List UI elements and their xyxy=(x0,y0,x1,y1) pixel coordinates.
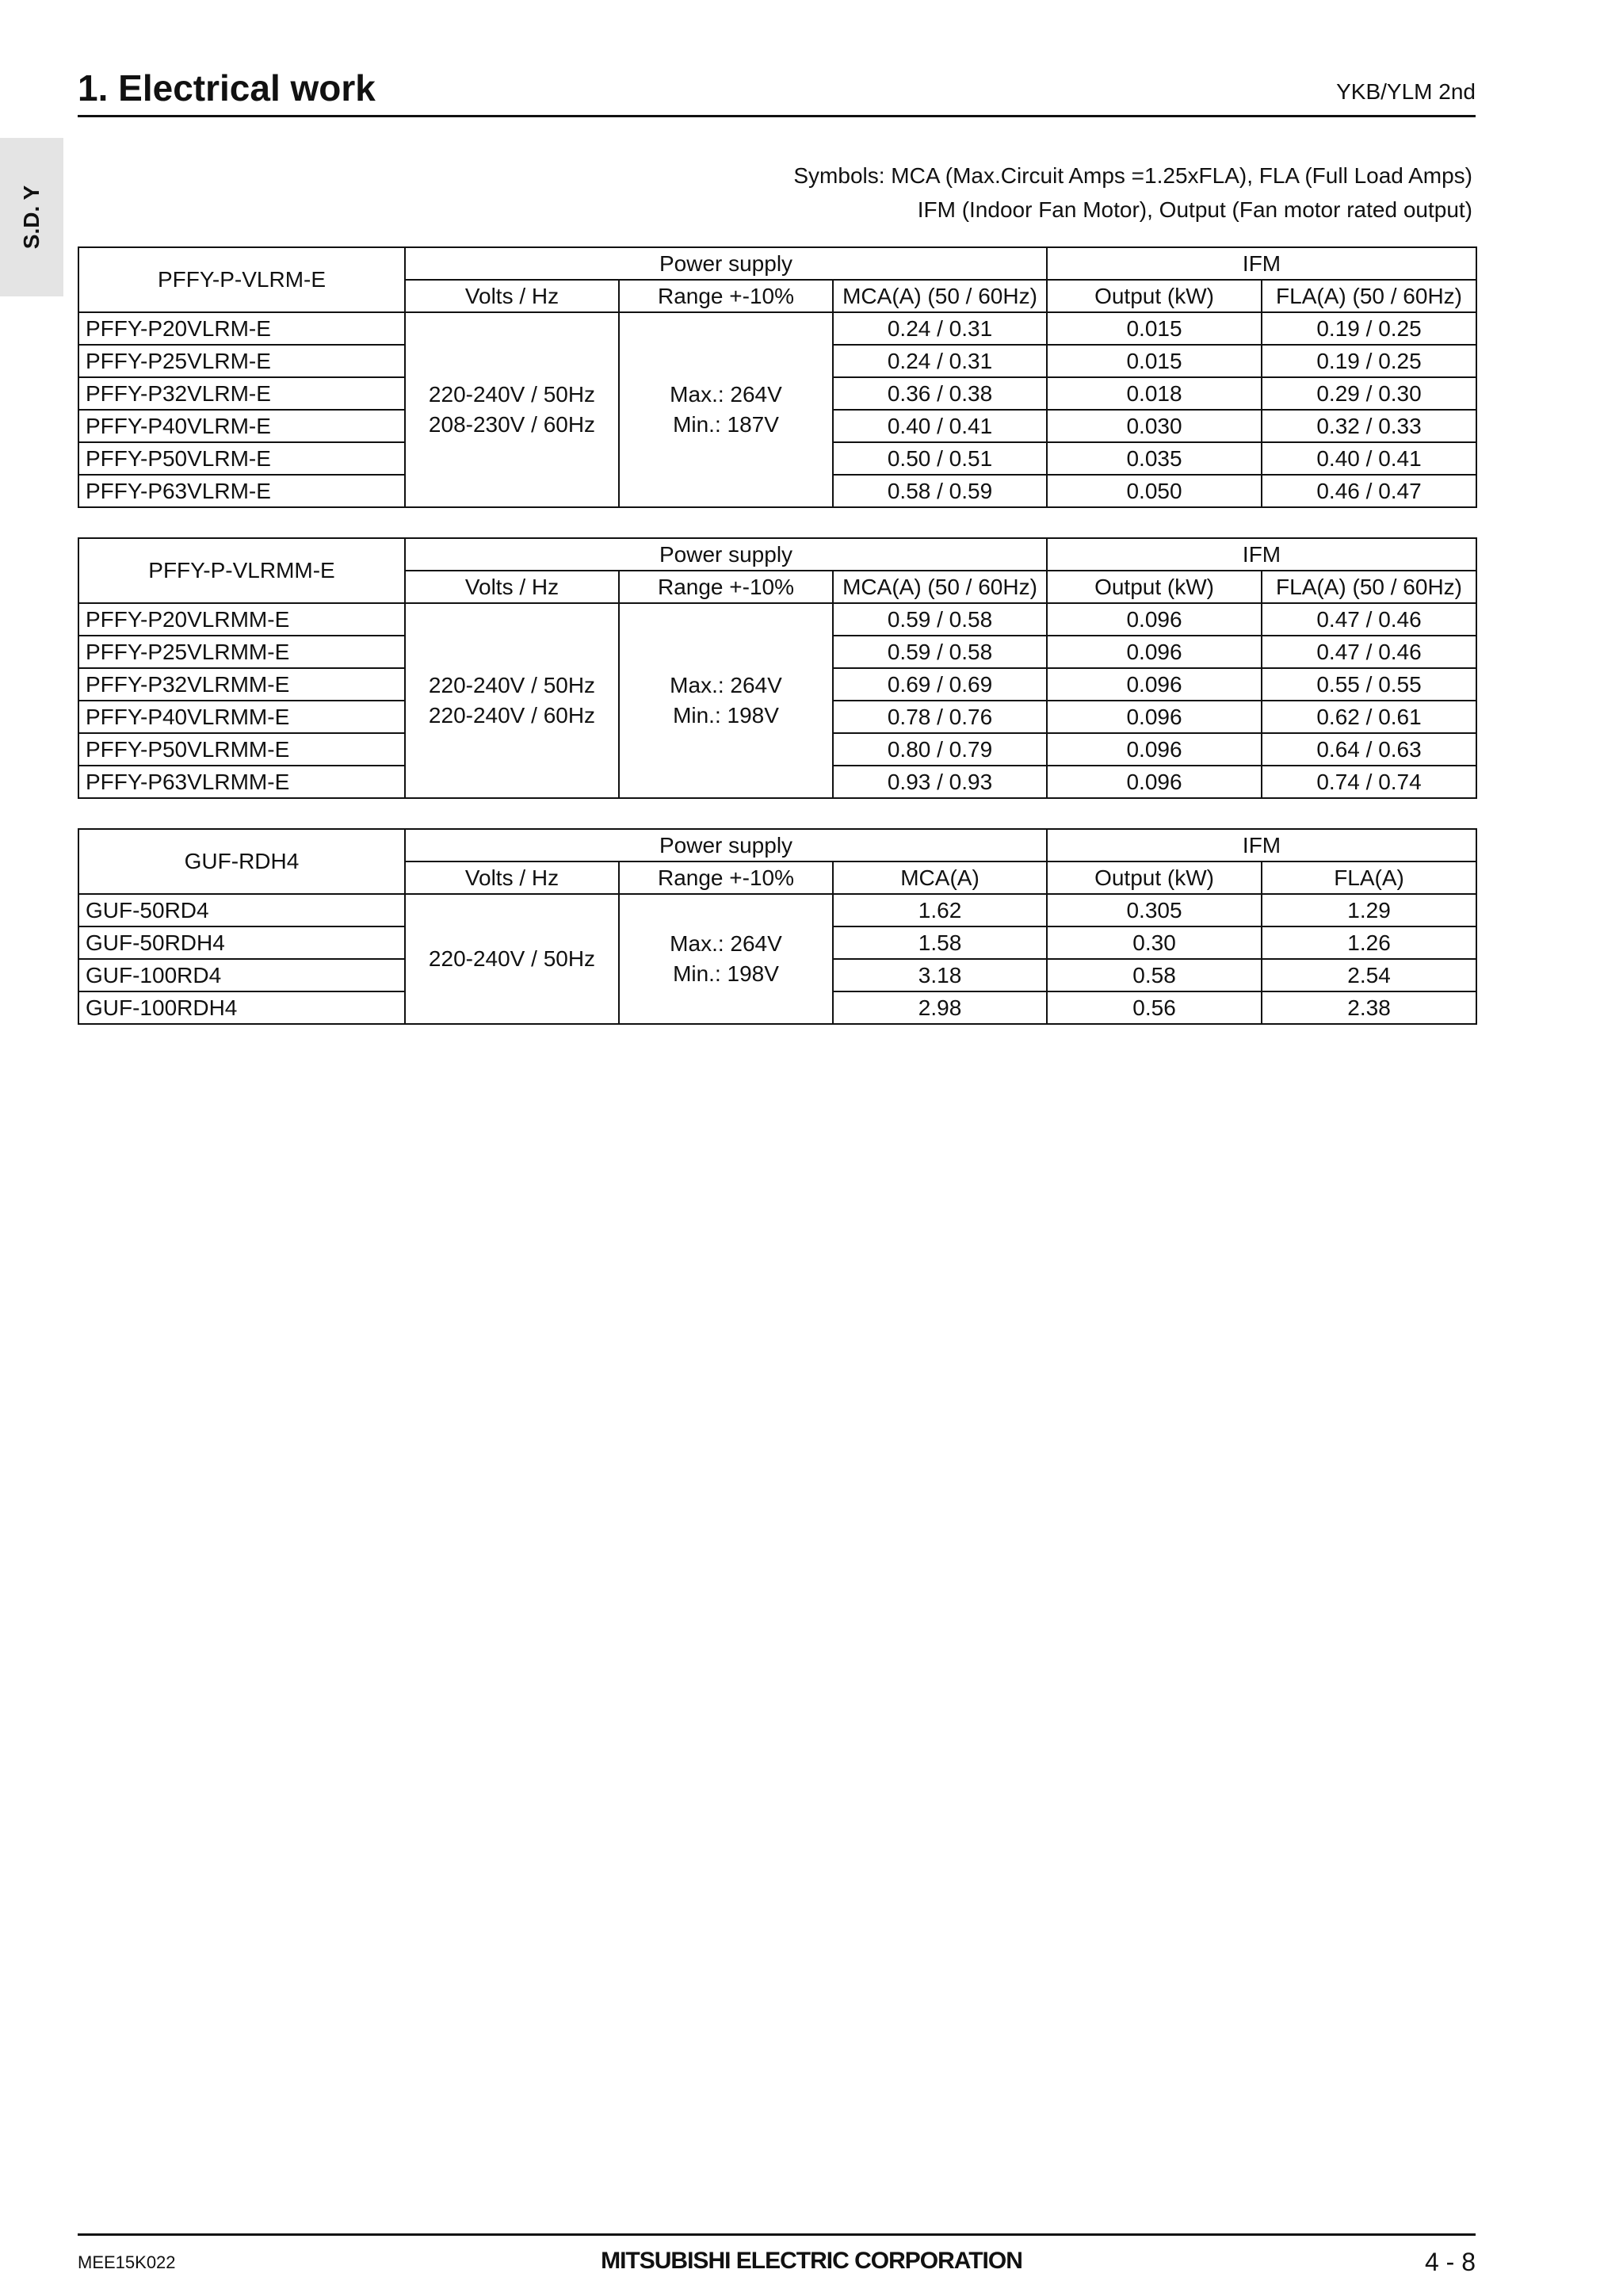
fla-cell: 0.55 / 0.55 xyxy=(1262,668,1476,701)
fla-header: FLA(A) (50 / 60Hz) xyxy=(1262,280,1476,312)
output-cell: 0.015 xyxy=(1047,345,1262,377)
model-cell: PFFY-P50VLRM-E xyxy=(78,442,405,475)
output-cell: 0.035 xyxy=(1047,442,1262,475)
fla-cell: 1.29 xyxy=(1262,894,1476,926)
fla-header: FLA(A) (50 / 60Hz) xyxy=(1262,571,1476,603)
range-cell xyxy=(619,603,833,798)
mca-cell: 0.24 / 0.31 xyxy=(833,312,1047,345)
header-divider xyxy=(78,115,1476,117)
symbols-line-1: Symbols: MCA (Max.Circuit Amps =1.25xFLA), FLA (Full Load Amps) xyxy=(793,163,1472,188)
ifm-header: IFM xyxy=(1047,247,1476,280)
fla-cell: 0.64 / 0.63 xyxy=(1262,733,1476,766)
output-header: Output (kW) xyxy=(1047,861,1262,894)
model-cell: PFFY-P20VLRM-E xyxy=(78,312,405,345)
ifm-header: IFM xyxy=(1047,538,1476,571)
range-min: Min.: 187V xyxy=(673,412,779,437)
mca-cell: 0.40 / 0.41 xyxy=(833,410,1047,442)
spec-table-pffy-vlrm xyxy=(78,246,1477,508)
fla-cell: 2.54 xyxy=(1262,959,1476,991)
range-header: Range +-10% xyxy=(619,861,833,894)
mca-cell: 0.24 / 0.31 xyxy=(833,345,1047,377)
model-cell: GUF-50RD4 xyxy=(78,894,405,926)
output-cell: 0.305 xyxy=(1047,894,1262,926)
side-tab-label: S.D. Y xyxy=(19,185,44,250)
output-cell: 0.096 xyxy=(1047,701,1262,733)
volts-line: 220-240V / 50Hz xyxy=(428,946,596,971)
model-group-header: PFFY-P-VLRM-E xyxy=(78,247,405,312)
mca-cell: 0.59 / 0.58 xyxy=(833,603,1047,636)
spec-table-pffy-vlrmm xyxy=(78,537,1477,799)
volts-line: 208-230V / 60Hz xyxy=(428,412,596,437)
mca-cell: 1.58 xyxy=(833,926,1047,959)
power-supply-header: Power supply xyxy=(405,538,1047,571)
volts-line: 220-240V / 60Hz xyxy=(428,703,596,728)
page-number: 4 - 8 xyxy=(1424,2248,1476,2276)
model-cell: PFFY-P63VLRM-E xyxy=(78,475,405,507)
range-header: Range +-10% xyxy=(619,280,833,312)
volts-line: 220-240V / 50Hz xyxy=(428,673,596,697)
model-cell: PFFY-P50VLRMM-E xyxy=(78,733,405,766)
model-cell: PFFY-P25VLRMM-E xyxy=(78,636,405,668)
footer-doc-number: MEE15K022 xyxy=(78,2252,176,2272)
model-cell: PFFY-P25VLRM-E xyxy=(78,345,405,377)
model-cell: PFFY-P32VLRMM-E xyxy=(78,668,405,701)
mca-cell: 0.69 / 0.69 xyxy=(833,668,1047,701)
document-code: YKB/YLM 2nd xyxy=(1336,79,1476,104)
output-cell: 0.096 xyxy=(1047,636,1262,668)
table-row xyxy=(78,603,1476,636)
mca-cell: 0.93 / 0.93 xyxy=(833,766,1047,798)
table-row xyxy=(78,894,1476,926)
output-cell: 0.30 xyxy=(1047,926,1262,959)
fla-cell: 0.47 / 0.46 xyxy=(1262,636,1476,668)
range-cell xyxy=(619,312,833,507)
volts-cell xyxy=(405,312,619,507)
fla-cell: 0.40 / 0.41 xyxy=(1262,442,1476,475)
fla-cell: 0.74 / 0.74 xyxy=(1262,766,1476,798)
output-cell: 0.58 xyxy=(1047,959,1262,991)
model-group-header: PFFY-P-VLRMM-E xyxy=(78,538,405,603)
fla-header: FLA(A) xyxy=(1262,861,1476,894)
output-cell: 0.096 xyxy=(1047,766,1262,798)
fla-cell: 0.19 / 0.25 xyxy=(1262,345,1476,377)
range-header: Range +-10% xyxy=(619,571,833,603)
fla-cell: 0.46 / 0.47 xyxy=(1262,475,1476,507)
fla-cell: 2.38 xyxy=(1262,991,1476,1024)
output-cell: 0.56 xyxy=(1047,991,1262,1024)
table-row xyxy=(78,312,1476,345)
fla-cell: 1.26 xyxy=(1262,926,1476,959)
fla-cell: 0.29 / 0.30 xyxy=(1262,377,1476,410)
model-cell: PFFY-P63VLRMM-E xyxy=(78,766,405,798)
footer-divider xyxy=(78,2233,1476,2236)
symbols-legend xyxy=(793,159,1472,227)
output-cell: 0.096 xyxy=(1047,603,1262,636)
power-supply-header: Power supply xyxy=(405,829,1047,861)
range-min: Min.: 198V xyxy=(673,961,779,986)
mca-cell: 0.50 / 0.51 xyxy=(833,442,1047,475)
fla-cell: 0.47 / 0.46 xyxy=(1262,603,1476,636)
symbols-line-2: IFM (Indoor Fan Motor), Output (Fan motor rated output) xyxy=(917,197,1472,222)
fla-cell: 0.32 / 0.33 xyxy=(1262,410,1476,442)
page-title: 1. Electrical work xyxy=(78,67,376,109)
mca-cell: 0.80 / 0.79 xyxy=(833,733,1047,766)
mca-cell: 3.18 xyxy=(833,959,1047,991)
model-cell: PFFY-P40VLRMM-E xyxy=(78,701,405,733)
volts-cell xyxy=(405,603,619,798)
power-supply-header: Power supply xyxy=(405,247,1047,280)
volts-line: 220-240V / 50Hz xyxy=(428,382,596,407)
range-max: Max.: 264V xyxy=(670,673,782,697)
output-header: Output (kW) xyxy=(1047,280,1262,312)
fla-cell: 0.19 / 0.25 xyxy=(1262,312,1476,345)
mca-cell: 1.62 xyxy=(833,894,1047,926)
output-cell: 0.015 xyxy=(1047,312,1262,345)
model-cell: PFFY-P20VLRMM-E xyxy=(78,603,405,636)
mca-cell: 2.98 xyxy=(833,991,1047,1024)
mca-cell: 0.78 / 0.76 xyxy=(833,701,1047,733)
volts-header: Volts / Hz xyxy=(405,571,619,603)
model-cell: GUF-100RDH4 xyxy=(78,991,405,1024)
output-cell: 0.096 xyxy=(1047,733,1262,766)
output-cell: 0.030 xyxy=(1047,410,1262,442)
range-cell xyxy=(619,894,833,1024)
volts-header: Volts / Hz xyxy=(405,280,619,312)
volts-cell xyxy=(405,894,619,1024)
model-cell: GUF-100RD4 xyxy=(78,959,405,991)
spec-table-guf-rdh4 xyxy=(78,828,1477,1025)
output-cell: 0.096 xyxy=(1047,668,1262,701)
model-cell: GUF-50RDH4 xyxy=(78,926,405,959)
mca-header: MCA(A) (50 / 60Hz) xyxy=(833,571,1047,603)
mca-cell: 0.58 / 0.59 xyxy=(833,475,1047,507)
footer-corporation: MITSUBISHI ELECTRIC CORPORATION xyxy=(601,2248,1022,2274)
model-cell: PFFY-P40VLRM-E xyxy=(78,410,405,442)
output-cell: 0.018 xyxy=(1047,377,1262,410)
output-header: Output (kW) xyxy=(1047,571,1262,603)
model-cell: PFFY-P32VLRM-E xyxy=(78,377,405,410)
mca-header: MCA(A) (50 / 60Hz) xyxy=(833,280,1047,312)
range-min: Min.: 198V xyxy=(673,703,779,728)
mca-cell: 0.36 / 0.38 xyxy=(833,377,1047,410)
output-cell: 0.050 xyxy=(1047,475,1262,507)
fla-cell: 0.62 / 0.61 xyxy=(1262,701,1476,733)
mca-header: MCA(A) xyxy=(833,861,1047,894)
mca-cell: 0.59 / 0.58 xyxy=(833,636,1047,668)
range-max: Max.: 264V xyxy=(670,382,782,407)
model-group-header: GUF-RDH4 xyxy=(78,829,405,894)
volts-header: Volts / Hz xyxy=(405,861,619,894)
range-max: Max.: 264V xyxy=(670,931,782,956)
ifm-header: IFM xyxy=(1047,829,1476,861)
